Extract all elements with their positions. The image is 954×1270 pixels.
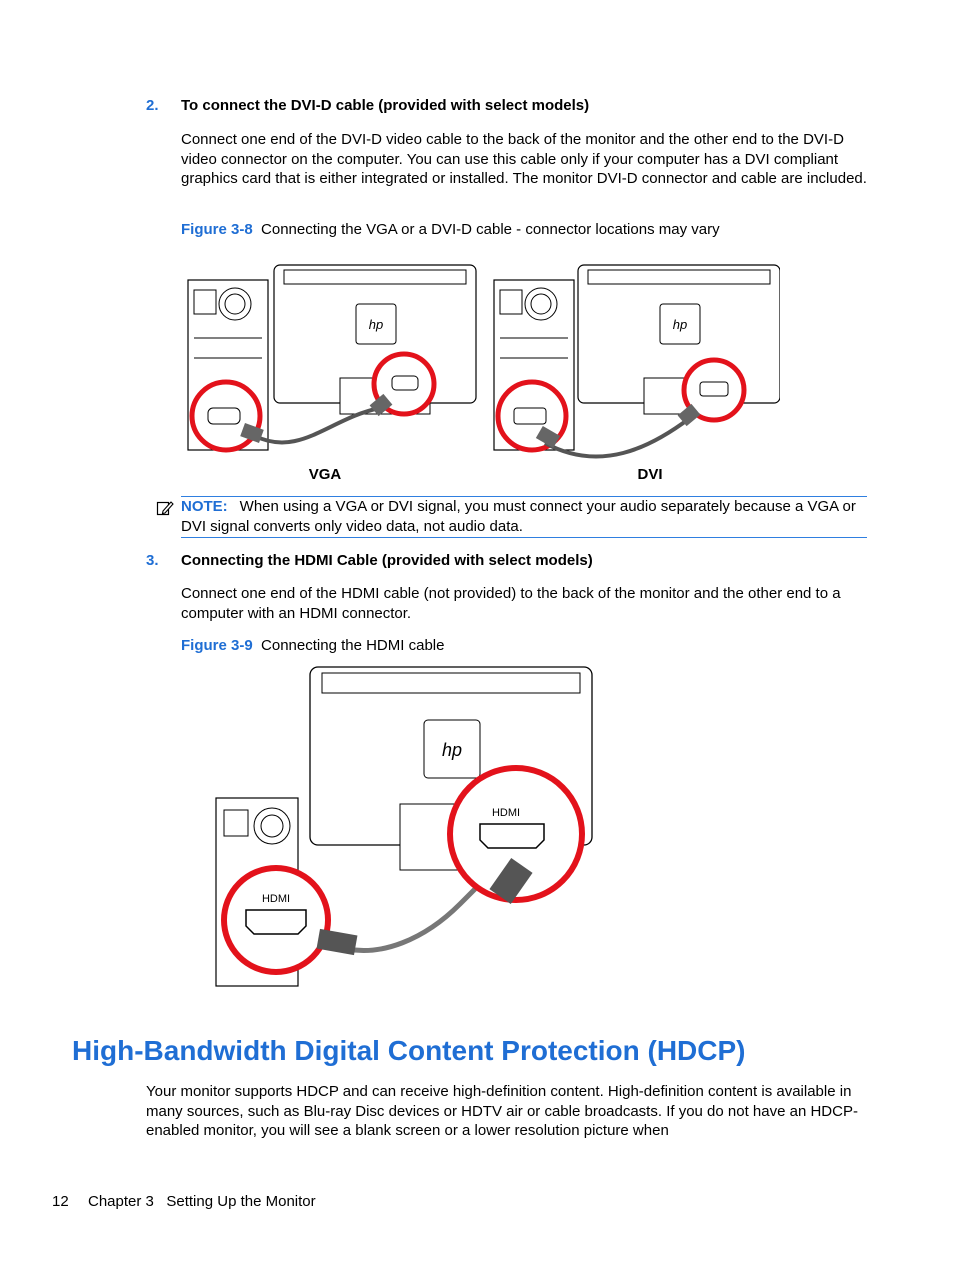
footer-chapter: Chapter 3 Setting Up the Monitor	[88, 1193, 316, 1210]
figure-3-8-caption	[181, 221, 720, 238]
figure-3-9-label: Figure 3-9	[181, 637, 253, 654]
note-text: When using a VGA or DVI signal, you must connect your audio separately because a VGA or DVI signal converts only video data, not audio data.	[181, 498, 856, 535]
vga-port-callout-computer	[192, 382, 260, 450]
vga-label: VGA	[308, 466, 342, 483]
section-body: Your monitor supports HDCP and can receive high-definition content. High-definition content is available in many sources, such as Blu-ray Disc devices or HDTV air or cable broadcasts. If you do not have an HDCP-enabled monitor, you will see a blank screen or a lower resolution picture when	[146, 1083, 858, 1139]
figure-3-8-text: Connecting the VGA or a DVI-D cable - connector locations may vary	[261, 221, 720, 238]
step-2-title: To connect the DVI-D cable (provided with select models)	[181, 97, 590, 114]
figure-3-8-illustration	[180, 258, 780, 490]
step-3-body: Connect one end of the HDMI cable (not provided) to the back of the monitor and the other end to a computer with an HDMI connector.	[181, 585, 841, 622]
vga-diagram	[188, 265, 476, 483]
figure-3-9-illustration	[210, 664, 602, 990]
dvi-label: DVI	[637, 466, 663, 483]
hdmi-plug-computer	[317, 929, 358, 955]
dvi-diagram	[494, 265, 780, 483]
note-pencil-icon	[156, 499, 174, 517]
note-box	[181, 496, 867, 538]
figure-3-9-text: Connecting the HDMI cable	[261, 637, 445, 654]
hdmi-label-monitor: HDMI	[491, 807, 521, 819]
page-number: 12	[52, 1193, 69, 1210]
section-heading: High-Bandwidth Digital Content Protection (HDCP)	[72, 1035, 746, 1066]
hdmi-label-computer: HDMI	[261, 893, 291, 905]
hdmi-port-callout-computer	[224, 868, 328, 972]
vga-cable	[255, 408, 380, 443]
step-3-title: Connecting the HDMI Cable (provided with select models)	[181, 552, 593, 569]
svg-text:hp: hp	[368, 317, 384, 332]
note-label: NOTE:	[181, 498, 228, 515]
step-3-number: 3.	[146, 552, 159, 569]
step-2-number: 2.	[146, 97, 159, 114]
figure-3-8-label: Figure 3-8	[181, 221, 253, 238]
step-2-body: Connect one end of the DVI-D video cable to the back of the monitor and the other end to the DVI-D video connector on the computer. You can use this cable only if your computer has a DVI compliant graphics card that is either integrated or installed. The monitor DVI-D connector and cable are included.	[181, 131, 867, 187]
svg-text:hp: hp	[672, 317, 688, 332]
figure-3-9-caption	[181, 637, 444, 654]
svg-text:hp: hp	[441, 740, 463, 760]
